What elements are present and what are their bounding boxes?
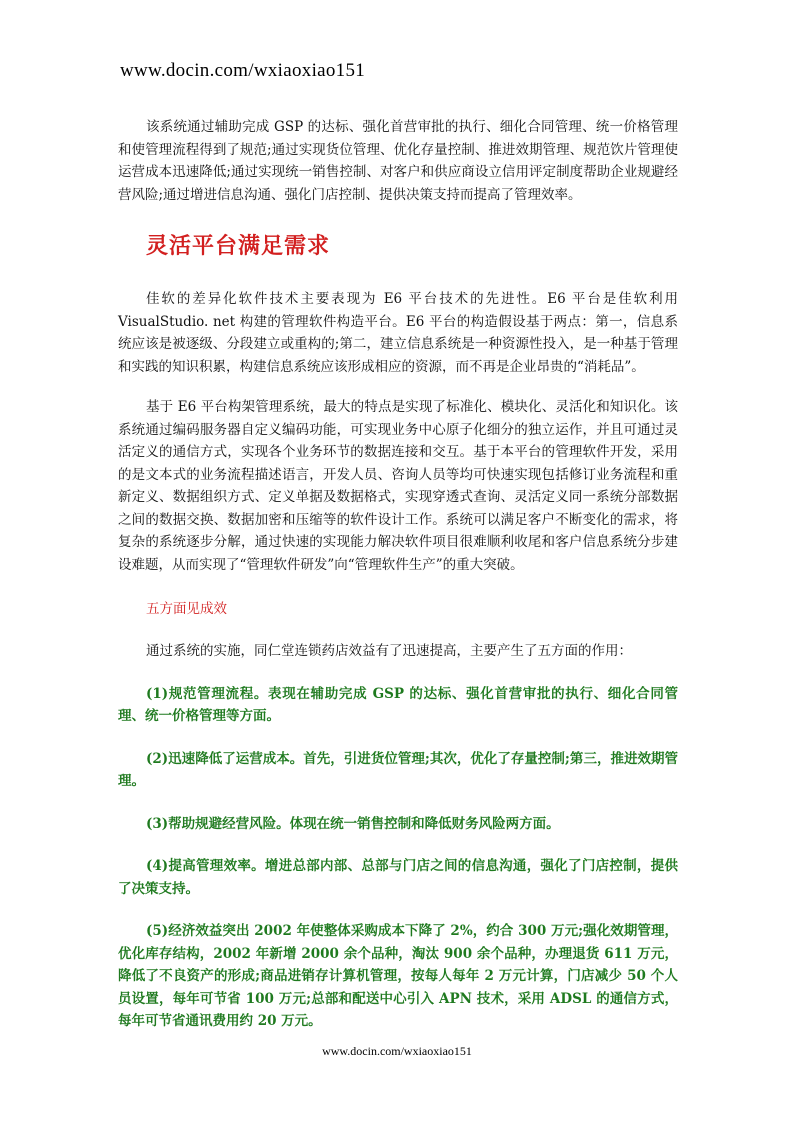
sub-title: 五方面见成效 bbox=[146, 601, 227, 617]
platform-paragraph-2: 基于 E6 平台构架管理系统，最大的特点是实现了标准化、模块化、灵活化和知识化。该系统通过编码服务器自定义编码功能，可实现业务中心原子化细分的独立运作，并且可通过灵活定义的通信方式，实现各个业务环节的数据连接和交互。基于本平台的管理软件开发，采用的是文本式的业务流程描述语言，开发人员、咨询人员等均可快速实现包括修订业务流程和重新定义、数据组织方式、定义单据及数据格式，实现穿透式查询、灵活定义同一系统分部数据之间的数据交换、数据加密和压缩等的软件设计工作。系统可以满足客户不断变化的需求，将复杂的系统逐步分解，通过快速的实现能力解决软件项目很难顺利收尾和客户信息系统分步建设难题，从而实现了“管理软件研发”向“管理软件生产”的重大突破。 bbox=[118, 399, 678, 573]
footer-url[interactable]: www.docin.com/wxiaoxiao151 bbox=[322, 1044, 472, 1058]
intro-paragraph: 该系统通过辅助完成 GSP 的达标、强化首营审批的执行、细化合同管理、统一价格管理和使管理流程得到了规范;通过实现货位管理、优化存量控制、推进效期管理、规范饮片管理使运营成本迅速降低;通过实现统一销售控制、对客户和供应商设立信用评定制度帮助企业规避经营风险;通过增进信息沟通、强化门店控制、提供决策支持而提高了管理效率。 bbox=[118, 119, 678, 203]
effect-point-5: (5)经济效益突出 2002 年使整体采购成本下降了 2%，约合 300 万元;强化效期管理，优化库存结构，2002 年新增 2000 余个品种，淘汰 900 余个品种，办理退货 611 万元，降低了不良资产的形成;商品进销存计算机管理，按每人每年 2 万元计算，门店减少 50 个人员设置，每年可节省 100 万元;总部和配送中心引入 APN 技术，采用 ADSL 的通信方式，每年可节省通讯费用约 20 万元。 bbox=[118, 923, 678, 1029]
effect-point-4: (4)提高管理效率。增进总部内部、总部与门店之间的信息沟通，强化了门店控制，提供了决策支持。 bbox=[118, 858, 678, 897]
section-title: 灵活平台满足需求 bbox=[146, 234, 331, 259]
document-body bbox=[118, 116, 678, 1053]
effects-intro-paragraph: 通过系统的实施，同仁堂连锁药店效益有了迅速提高，主要产生了五方面的作用： bbox=[146, 643, 632, 659]
platform-paragraph-1: 佳软的差异化软件技术主要表现为 E6 平台技术的先进性。E6 平台是佳软利用 VisualStudio. net 构建的管理软件构造平台。E6 平台的构造假设基于两点：第一，信息系统应该是被逐级、分段建立或重构的;第二，建立信息系统是一种资源性投入，是一种基于管理和实践的知识积累，构建信息系统应该形成相应的资源，而不再是企业昂贵的“消耗品”。 bbox=[118, 291, 678, 375]
effect-point-3: (3)帮助规避经营风险。体现在统一销售控制和降低财务风险两方面。 bbox=[146, 815, 560, 832]
effect-point-1: (1)规范管理流程。表现在辅助完成 GSP 的达标、强化首营审批的执行、细化合同管理、统一价格管理等方面。 bbox=[118, 685, 678, 724]
effect-point-2: (2)迅速降低了运营成本。首先，引进货位管理;其次，优化了存量控制;第三，推进效期管理。 bbox=[118, 750, 678, 789]
header-url[interactable]: www.docin.com/wxiaoxiao151 bbox=[120, 60, 366, 81]
